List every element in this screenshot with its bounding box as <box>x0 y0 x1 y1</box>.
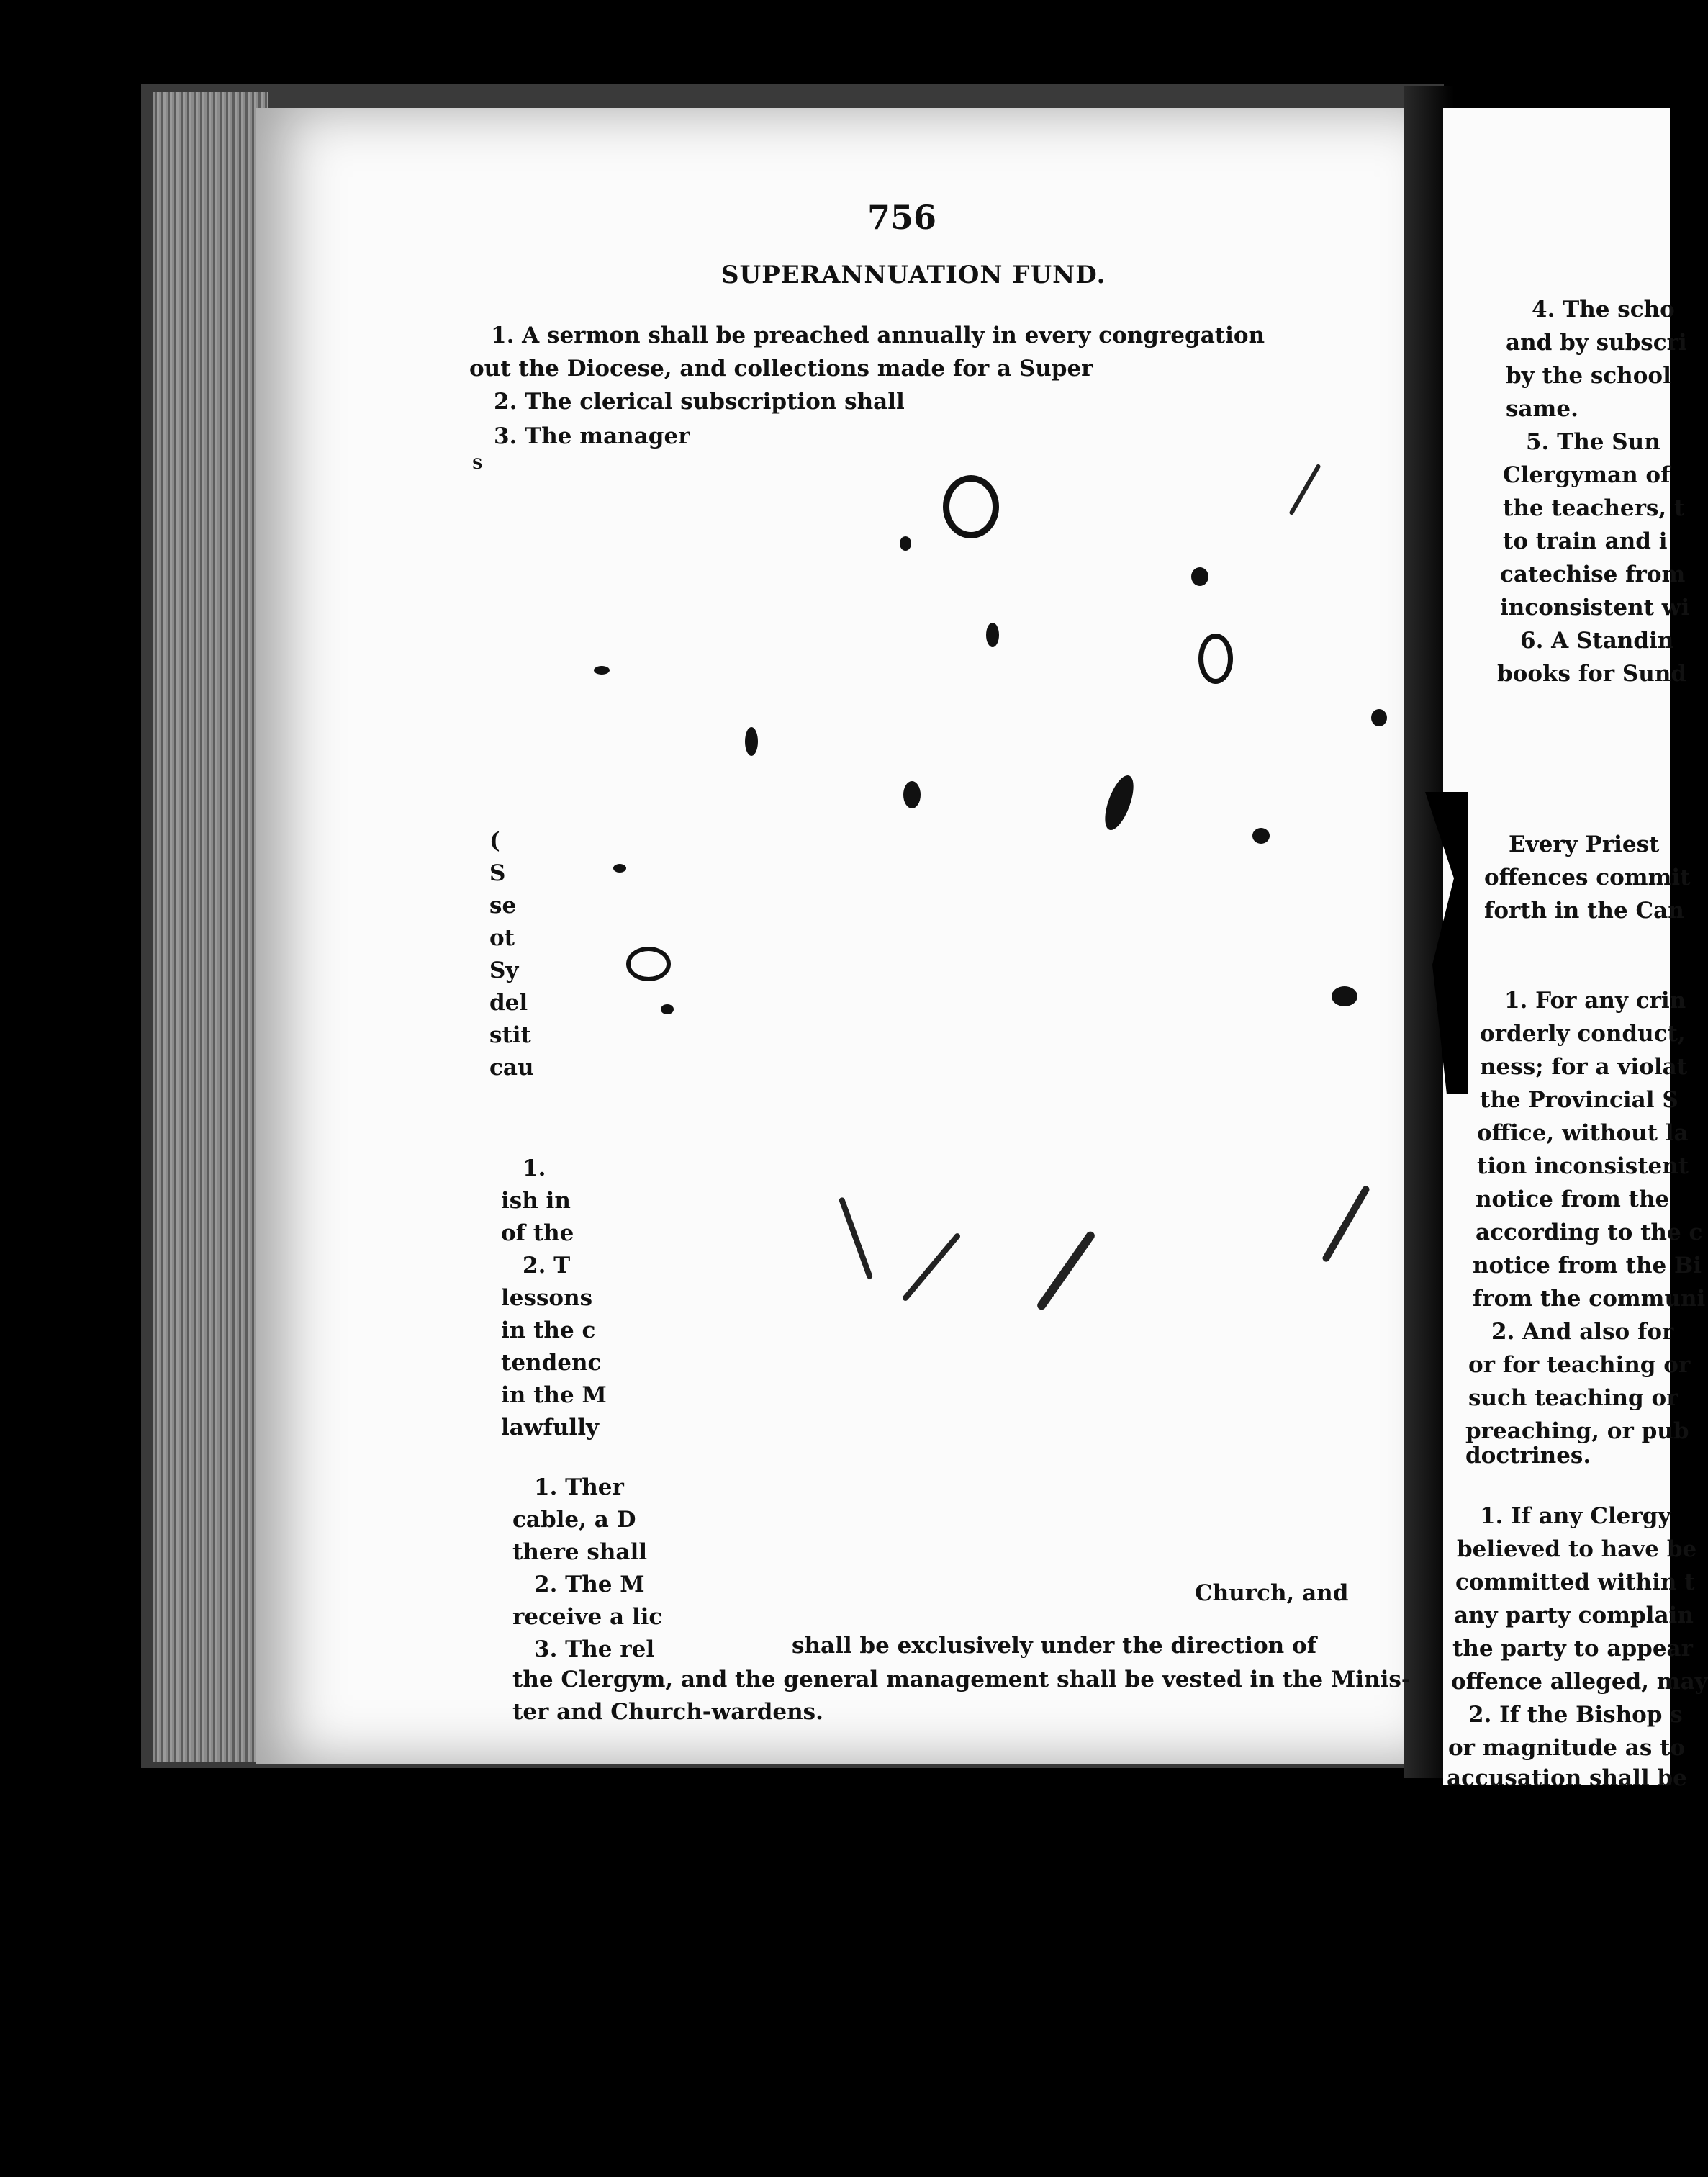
text-fragment: offence alleged, may <box>1451 1669 1708 1695</box>
text-fragment: S <box>489 860 506 886</box>
text-line: the Clergym, and the general management shall be vested in the Minis- <box>512 1667 1411 1693</box>
ink-smudge <box>613 864 626 873</box>
text-fragment: cable, a D <box>512 1507 636 1533</box>
text-fragment: catechise from <box>1500 562 1686 587</box>
text-fragment: Clergyman of <box>1503 462 1671 488</box>
page-edges <box>153 92 268 1762</box>
text-fragment: the teachers, t <box>1503 495 1685 521</box>
text-fragment: se <box>489 893 517 919</box>
text-line: out the Diocese, and collections made for a Super <box>469 356 1093 382</box>
text-fragment: orderly conduct, <box>1480 1021 1686 1047</box>
ink-smudge <box>900 536 911 551</box>
text-fragment: Sy <box>489 957 519 983</box>
text-line: 1. A sermon shall be preached annually in every congregation <box>491 323 1265 348</box>
text-fragment: or magnitude as to <box>1448 1735 1686 1761</box>
text-fragment: 2. The M <box>534 1572 645 1597</box>
text-fragment: there shall <box>512 1539 648 1565</box>
text-fragment: preaching, or pub <box>1465 1418 1689 1444</box>
ink-smudge <box>661 1004 674 1014</box>
text-fragment: 1. Ther <box>534 1474 624 1500</box>
text-fragment: in the c <box>501 1317 596 1343</box>
text-fragment: 4. The scho <box>1532 297 1675 323</box>
page-title: SUPERANNUATION FUND. <box>721 261 1106 289</box>
text-fragment: 1. <box>523 1155 546 1181</box>
text-fragment: by the school <box>1506 363 1671 389</box>
text-fragment: accusation shall be <box>1447 1765 1687 1791</box>
text-fragment: the party to appear <box>1452 1636 1693 1662</box>
text-fragment: shall be exclusively under the direction of <box>792 1633 1317 1659</box>
text-fragment: books for Sund <box>1497 661 1687 687</box>
text-fragment: committed within t <box>1455 1569 1695 1595</box>
ink-smudge <box>903 781 921 808</box>
text-fragment: from the communi <box>1473 1286 1706 1312</box>
text-fragment: tendenc <box>501 1350 602 1376</box>
text-fragment: according to the c <box>1476 1220 1703 1245</box>
text-fragment: tion inconsistent <box>1477 1153 1689 1179</box>
text-fragment: 1. For any crin <box>1504 988 1686 1014</box>
text-fragment: ( <box>489 828 500 854</box>
text-line: ter and Church-wardens. <box>512 1699 823 1725</box>
text-fragment: any party complain <box>1454 1603 1694 1628</box>
text-fragment: same. <box>1506 396 1578 422</box>
ink-smudge <box>943 475 999 538</box>
text-fragment: Church, and <box>1195 1580 1349 1606</box>
text-fragment: receive a lic <box>512 1604 663 1630</box>
ink-smudge <box>986 623 999 647</box>
text-fragment: cau <box>489 1055 534 1081</box>
text-fragment: Every Priest <box>1509 831 1660 857</box>
text-fragment: of the <box>501 1220 574 1246</box>
text-fragment: ot <box>489 925 515 951</box>
text-fragment: 3. The rel <box>534 1636 655 1662</box>
text-fragment: ness; for a violat <box>1480 1054 1688 1080</box>
text-fragment: 6. A Standin <box>1520 628 1674 654</box>
ink-smudge <box>1252 828 1270 844</box>
text-line: S <box>472 455 483 472</box>
text-fragment: 2. And also for <box>1491 1319 1674 1345</box>
text-fragment: the Provincial S <box>1480 1087 1678 1113</box>
text-fragment: 2. T <box>523 1253 571 1279</box>
ink-smudge <box>1371 709 1387 726</box>
text-fragment: to train and i <box>1503 528 1668 554</box>
text-fragment: inconsistent wi <box>1500 595 1690 621</box>
text-line: 3. The manager <box>494 423 690 449</box>
text-fragment: lawfully <box>501 1415 599 1441</box>
ink-smudge <box>745 727 758 756</box>
ink-smudge <box>594 666 610 675</box>
text-fragment: notice from the Bi <box>1473 1253 1702 1279</box>
text-fragment: such teaching or <box>1468 1385 1678 1411</box>
text-fragment: 2. If the Bishop s <box>1468 1702 1683 1728</box>
text-fragment: notice from the <box>1476 1186 1670 1212</box>
text-fragment: or for teaching or <box>1468 1352 1691 1378</box>
text-fragment: forth in the Can <box>1484 898 1684 924</box>
text-fragment: believed to have be <box>1457 1536 1697 1562</box>
ink-smudge <box>1191 567 1208 586</box>
ink-smudge <box>626 947 671 981</box>
ink-smudge <box>1198 634 1233 684</box>
right-page <box>1443 108 1670 1785</box>
page-tear <box>1281 792 1468 1094</box>
text-fragment: del <box>489 990 528 1016</box>
text-fragment: offences commit <box>1484 865 1691 891</box>
text-fragment: 5. The Sun <box>1526 429 1660 455</box>
text-fragment: 1. If any Clergy <box>1480 1503 1671 1529</box>
text-fragment: office, without la <box>1477 1120 1689 1146</box>
text-fragment: in the M <box>501 1382 607 1408</box>
text-fragment: stit <box>489 1022 531 1048</box>
text-fragment: ish in <box>501 1188 571 1214</box>
page-number: 756 <box>867 198 937 237</box>
text-fragment: lessons <box>501 1285 593 1311</box>
text-fragment: doctrines. <box>1465 1443 1591 1469</box>
text-fragment: and by subscri <box>1506 330 1687 356</box>
text-line: 2. The clerical subscription shall <box>494 389 905 415</box>
